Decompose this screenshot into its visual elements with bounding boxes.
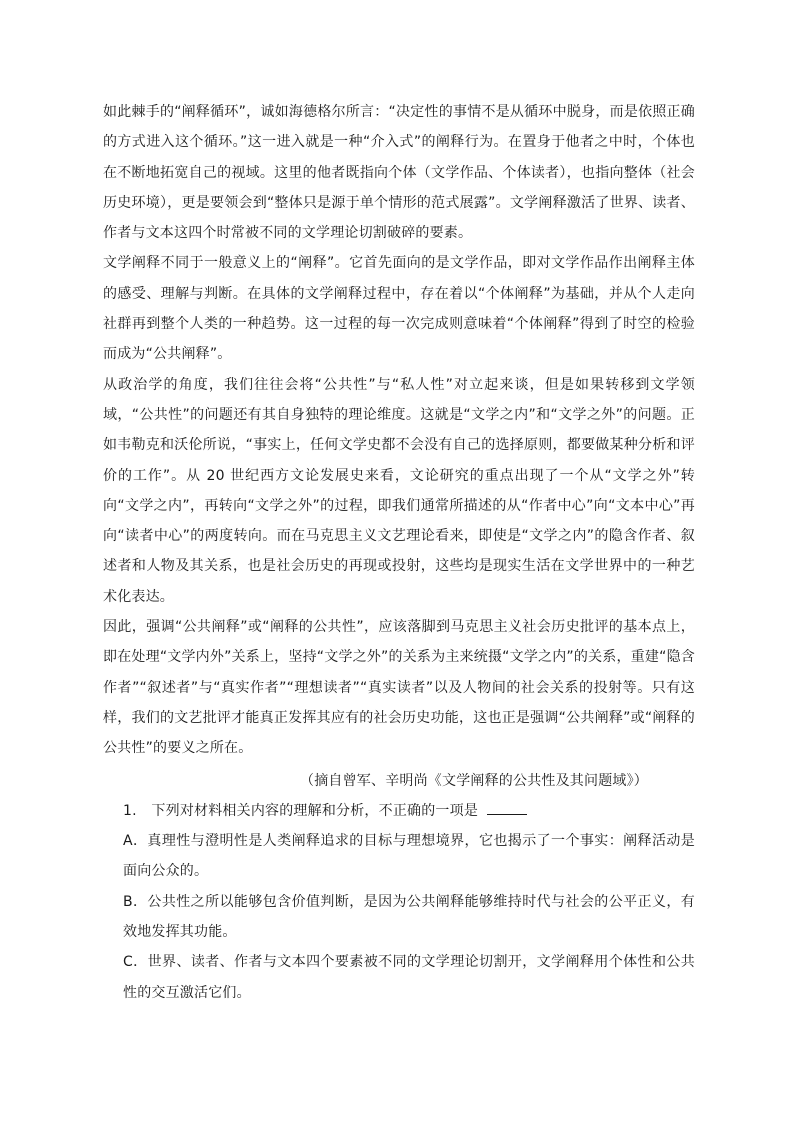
paragraph-3: 从政治学的角度，我们往往会将“公共性”与“私人性”对立起来谈，但是如果转移到文学领域，“公共性”的问题还有其自身独特的理论维度。这就是“文学之内”和“文学之外”的问题。正如韦勒克和沃伦所说，“事实上，任何文学史都不会没有自己的选择原则，都要做某种分析和评价的工作”。从 20 世纪西方文论发展史来看，文论研究的重点出现了一个从“文学之外”转向“文学之内”，再转向“文学之外”的过程，即我们通常所描述的从“作者中心”向“文本中心”再向“读者中心”的两度转向。而在马克思主义文艺理论看来，即使是“文学之内”的隐含作者、叙述者和人物及其关系，也是社会历史的再现或投射，这些均是现实生活在文学世界中的一种艺术化表达。 bbox=[103, 376, 695, 605]
option-c: C．世界、读者、作者与文本四个要素被不同的文学理论切割开，文学阐释用个体性和公共性的交互激活它们。 bbox=[123, 954, 695, 1001]
option-b: B．公共性之所以能够包含价值判断，是因为公共阐释能够维持时代与社会的公平正义，有效地发挥其功能。 bbox=[123, 893, 695, 941]
paragraph-2: 文学阐释不同于一般意义上的“阐释”。它首先面向的是文学作品，即对文学作品作出阐释主体的感受、理解与判断。在具体的文学阐释过程中，存在着以“个体阐释”为基础，并从个人走向社群再到整个人类的一种趋势。这一过程的每一次完成则意味着“个体阐释”得到了时空的检验而成为“公共阐释”。 bbox=[103, 255, 695, 363]
article-body bbox=[103, 97, 695, 1008]
question-text: 下列对材料相关内容的理解和分析，不正确的一项是 bbox=[151, 802, 479, 819]
paragraph-1: 如此棘手的“阐释循环”，诚如海德格尔所言：“决定性的事情不是从循环中脱身，而是依照正确的方式进入这个循环。”这一进入就是一种“介入式”的阐释行为。在置身于他者之中时，个体也在不断地拓宽自己的视域。这里的他者既指向个体（文学作品、个体读者），也指向整体（社会历史环境），更是要领会到“整体只是源于单个情形的范式展露”。文学阐释激活了世界、读者、作者与文本这四个时常被不同的文学理论切割破碎的要素。 bbox=[103, 104, 695, 242]
answer-blank bbox=[487, 800, 527, 815]
question-1 bbox=[103, 796, 695, 826]
paragraph-4: 因此，强调“公共阐释”或“阐释的公共性”，应该落脚到马克思主义社会历史批评的基本点上，即在处理“文学内外”关系上，坚持“文学之外”的关系为主来统摄“文学之内”的关系，重建“隐含作者”“叙述者”与“真实作者”“理想读者”“真实读者”以及人物间的社会关系的投射等。只有这样，我们的文艺批评才能真正发挥其应有的社会历史功能，这也正是强调“公共阐释”或“阐释的公共性”的要义之所在。 bbox=[103, 619, 695, 757]
source-citation: （摘自曾军、辛明尚《文学阐释的公共性及其问题域》） bbox=[300, 772, 648, 789]
question-number: 1. bbox=[123, 802, 137, 819]
option-a: A．真理性与澄明性是人类阐释追求的目标与理想境界，它也揭示了一个事实：阐释活动是面向公众的。 bbox=[123, 833, 695, 880]
